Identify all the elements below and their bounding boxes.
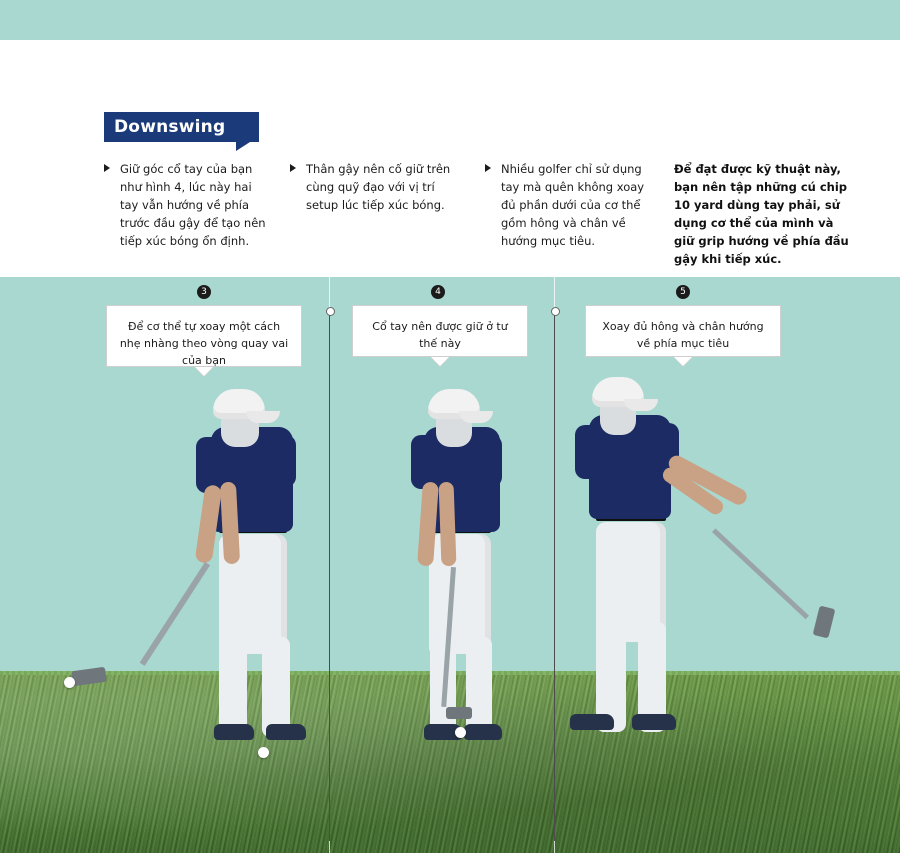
golfer-shoe-left [570, 714, 614, 730]
golf-club-head [813, 606, 836, 639]
golfer-leg-right [466, 637, 492, 737]
golfer-sleeve-left [575, 425, 605, 479]
golf-club-head [446, 707, 472, 719]
golfer-shoe-right [632, 714, 676, 730]
golfer-cap-brim [624, 399, 658, 411]
callout-step-4 [352, 305, 528, 357]
golf-club-shaft [712, 528, 809, 619]
golfer-cap-brim [459, 411, 493, 423]
golf-club-shaft [140, 562, 210, 666]
golfer-pants [429, 534, 491, 654]
golfer-sleeve-right [472, 435, 502, 487]
golfer-shoe-right [464, 724, 502, 740]
golfer-shoe-left [214, 724, 254, 740]
note-text: Để đạt được kỹ thuật này, bạn nên tập những cú chip 10 yard dùng tay phải, sử dụng cơ thể của mình và giữ grip hướng về phía đầu gậy khi tiếp xúc. [674, 162, 849, 266]
bullet-text: Thân gậy nên cố giữ trên cùng quỹ đạo với vị trí setup lúc tiếp xúc bóng. [306, 162, 451, 212]
callout-tail-icon [674, 357, 692, 366]
bullet-column-3 [485, 160, 647, 250]
alignment-pole [329, 311, 330, 841]
callout-text: Để cơ thể tự xoay một cách nhẹ nhàng theo vòng quay vai của bạn [119, 320, 289, 367]
step-badge: 5 [676, 285, 690, 299]
triangle-bullet-icon [104, 164, 110, 172]
bullet-item [290, 160, 452, 214]
callout-text: Xoay đủ hông và chân hướng về phía mục tiêu [602, 320, 764, 350]
callout-step-3 [106, 305, 302, 367]
alignment-pole [554, 311, 555, 841]
golfer-shoe-right [266, 724, 306, 740]
bullet-column-2 [290, 160, 452, 214]
alignment-pole-cap-icon [326, 307, 335, 316]
triangle-bullet-icon [290, 164, 296, 172]
golfer-leg-left [219, 637, 247, 737]
golfer-sleeve-left [411, 435, 439, 489]
bullet-item [104, 160, 266, 250]
golf-ball [258, 747, 269, 758]
top-color-band [0, 0, 900, 40]
note-column [674, 160, 854, 268]
golfer-leg-right [262, 637, 290, 737]
bullet-item [485, 160, 647, 250]
alignment-pole-cap-icon [551, 307, 560, 316]
page-title: Downswing [114, 117, 226, 137]
callout-tail-icon [431, 357, 449, 366]
bullet-column-1 [104, 160, 266, 250]
step-badge: 4 [431, 285, 445, 299]
bullet-text: Nhiều golfer chỉ sử dụng tay mà quên không xoay đủ phần dưới của cơ thể gồm hông và chân về hướng mục tiêu. [501, 162, 645, 248]
photo-sequence-panel [0, 277, 900, 853]
triangle-bullet-icon [485, 164, 491, 172]
golfer-sleeve-right [262, 435, 296, 487]
section-banner-tail-icon [236, 142, 250, 151]
golf-ball [64, 677, 75, 688]
callout-step-5 [585, 305, 781, 357]
bullet-text: Giữ góc cổ tay của bạn như hình 4, lúc này hai tay vẫn hướng về phía trước đầu gậy để tạo nên tiếp xúc bóng ổn định. [120, 162, 266, 248]
callout-tail-icon [195, 367, 213, 376]
step-badge: 3 [197, 285, 211, 299]
golfer-arm-right [439, 482, 457, 566]
callout-text: Cổ tay nên được giữ ở tư thế này [372, 320, 508, 350]
golf-ball [455, 727, 466, 738]
golfer-cap-brim [246, 411, 280, 423]
